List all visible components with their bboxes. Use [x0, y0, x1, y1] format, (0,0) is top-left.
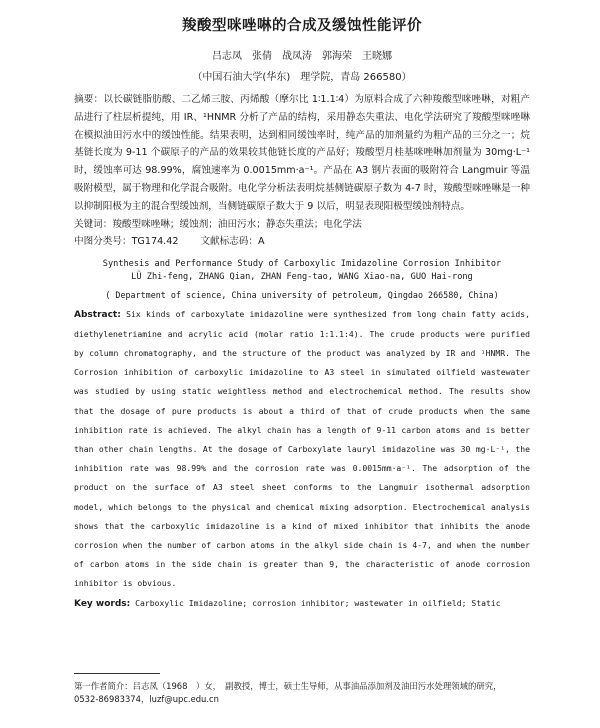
classification-cn	[74, 233, 530, 250]
abstract-en-label: Abstract:	[74, 309, 121, 320]
keywords-en-label: Key words:	[74, 598, 131, 609]
paper-title-en: Synthesis and Performance Study of Carboxylic Imidazoline Corrosion Inhibitor	[102, 258, 502, 269]
clc-label: 中图分类号：	[74, 235, 132, 247]
footnote-line-1: 第一作者简介：吕志凤（1968 ）女， 副教授，博士，硕士生导师，从事油品添加剂及油田污水处理领域的研究，	[74, 681, 502, 691]
footnote-line-2: 0532-86983374，luzf@upc.edu.cn	[74, 694, 219, 704]
clc-value: TG174.42	[131, 235, 179, 247]
doc-code-label: 文献标志码：	[200, 235, 258, 247]
authors-cn: 吕志凤 张倩 战凤涛 郭海荣 王晓娜	[212, 51, 392, 62]
keywords-cn-text: 羧酸型咪唑啉；缓蚀剂；油田污水；静态失重法；电化学法	[112, 218, 362, 230]
abstract-en	[74, 305, 530, 594]
paper-title-cn: 羧酸型咪唑啉的合成及缓蚀性能评价	[182, 18, 422, 34]
abstract-cn	[74, 91, 530, 216]
abstract-cn-label: 摘要：	[74, 94, 104, 105]
keywords-cn-label: 关键词：	[74, 218, 113, 230]
keywords-en-text: Carboxylic Imidazoline; corrosion inhibitor; wastewater in oilfield; Static	[130, 597, 501, 608]
keywords-en	[74, 594, 530, 613]
doc-code-value: A	[258, 235, 265, 247]
affiliation-en: ( Department of science, China university of petroleum, Qingdao 266580, China)	[105, 289, 499, 300]
abstract-en-text: Six kinds of carboxylate imidazoline were synthesized from long chain fatty acids, diethylenetriamine and acrylic acid (molar ratio 1:1.1:4). The crude products were purified by column chromatography, and the structure of the product was analyzed by IR and ¹HNMR. The Corrosion inhibition of carboxylic imidazoline to A3 steel in simulated oilfield wastewater was studied by using static weightless method and electrochemical method. The results show that the dosage of pure products is about a third of that of crude products when the same inhibition rate is achieved. The alkyl chain has a length of 9-11 carbon atoms and is better than other chain lengths. At the dosage of Carboxylate lauryl imidazoline was 30 mg·L⁻¹, the inhibition rate was 98.99% and the corrosion rate was 0.0015mm·a⁻¹. The adsorption of the product on the surface of A3 steel sheet conforms to the Langmuir isothermal adsorption model, which belongs to the physical and chemical mixing adsorption. Electrochemical analysis shows that the carboxylic imidazoline is a kind of mixed inhibitor that inhibits the anode corrosion when the number of carbon atoms in the alkyl side chain is 4-7, and when the number of carbon atoms in the side chain is greater than 9, the characteristic of anode corrosion inhibitor is obvious.	[74, 308, 530, 589]
footnote	[74, 680, 544, 706]
abstract-cn-text: 以长碳链脂肪酸、二乙烯三胺、丙烯酸（摩尔比 1∶1.1∶4）为原料合成了六种羧酸型咪唑啉，对粗产品进行了柱层析提纯，用 IR、¹HNMR 分析了产品的结构，采用静态失重法、电化学法研究了羧酸型咪唑啉在模拟油田污水中的缓蚀性能。结果表明，达到相同缓蚀率时，纯产品的加剂量约为粗产品的三分之一；烷基链长度为 9-11 个碳原子的产品的效果较其他链长度的产品好；羧酸型月桂基咪唑啉加剂量为 30mg·L⁻¹时，缓蚀率可达 98.99%，腐蚀速率为 0.0015mm·a⁻¹。产品在 A3 钢片表面的吸附符合 Langmuir 等温吸附模型，属于物理和化学混合吸附。电化学分析法表明烷基侧链碳原子数为 4-7 时，羧酸型咪唑啉是一种以抑制阳极为主的混合型缓蚀剂，当侧链碳原子数大于 9 以后，明显表现阳极型缓蚀剂特点。	[74, 94, 530, 212]
footnote-divider	[74, 673, 160, 674]
affiliation-cn: （中国石油大学(华东) 理学院，青岛 266580）	[192, 72, 412, 83]
authors-en: LÜ Zhi-feng, ZHANG Qian, ZHAN Feng-tao, WANG Xiao-na, GUO Hai-rong	[131, 271, 473, 282]
keywords-cn	[74, 216, 530, 233]
